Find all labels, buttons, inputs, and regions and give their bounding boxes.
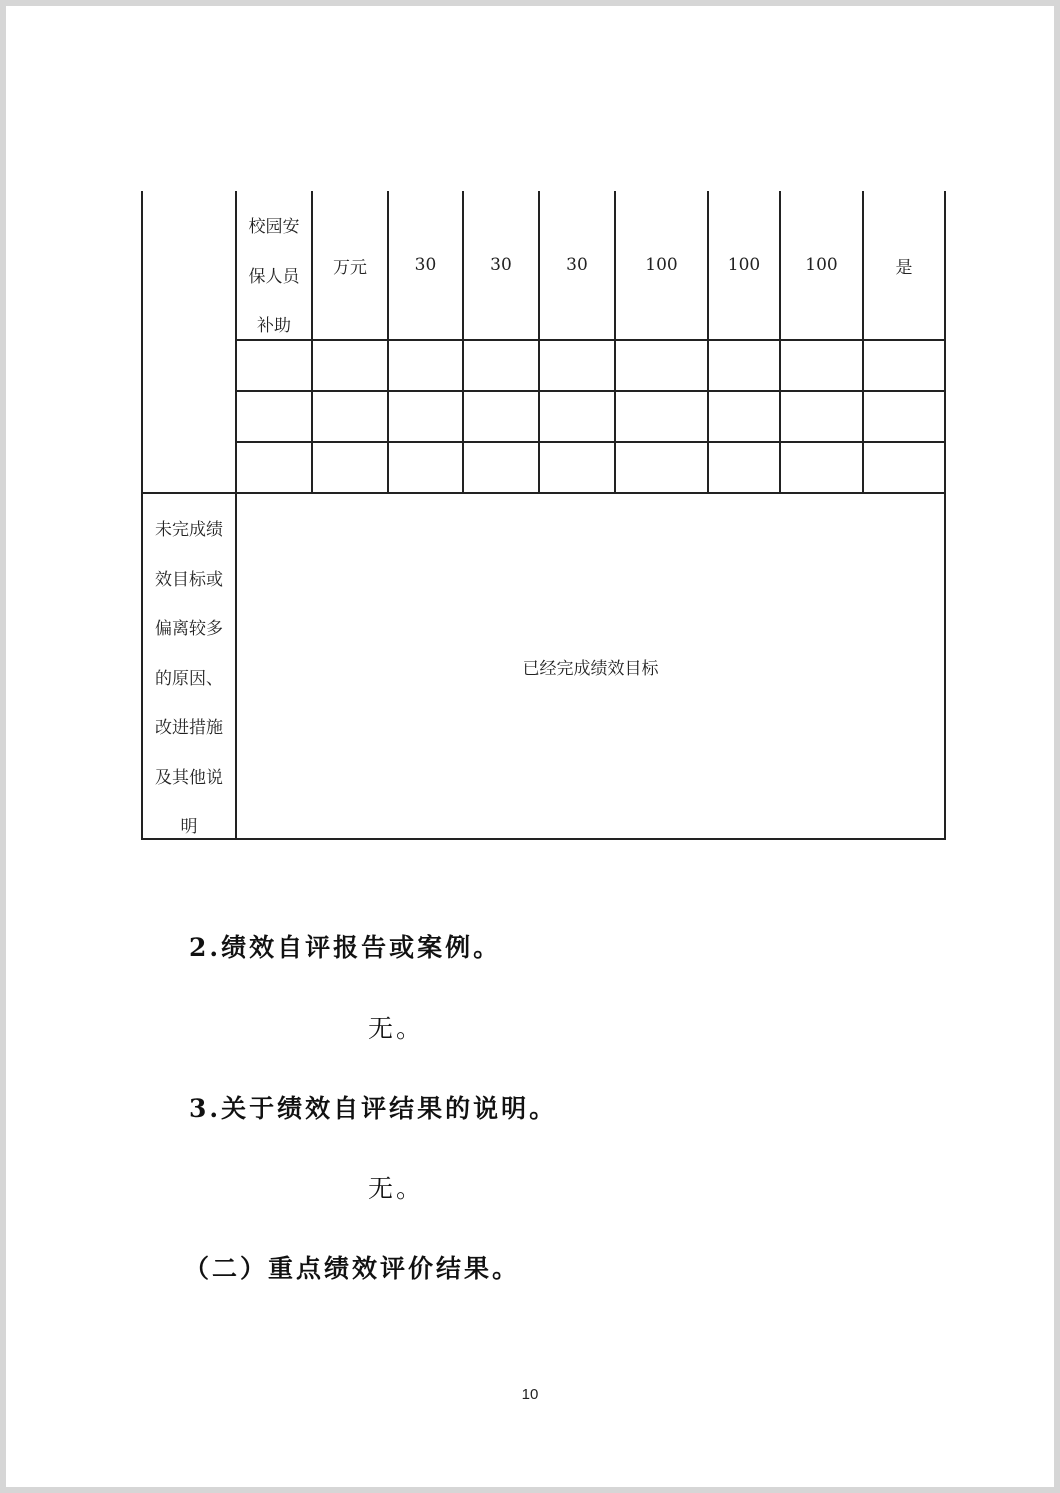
value-cell: 100 bbox=[727, 255, 761, 275]
section-heading-2: （二）重点绩效评价结果。 bbox=[184, 1254, 521, 1283]
value-cell: 100 bbox=[645, 255, 678, 275]
document-page bbox=[6, 6, 1054, 1487]
value-cell: 30 bbox=[490, 255, 512, 275]
value-cell: 是 bbox=[895, 257, 913, 278]
section-2-body: 无。 bbox=[368, 1014, 425, 1043]
remark-label-cell bbox=[143, 506, 235, 838]
page-number: 10 bbox=[521, 1386, 539, 1403]
value-cell: 30 bbox=[566, 255, 588, 275]
section-3-body: 无。 bbox=[368, 1174, 425, 1203]
row-label-line: 保人员 bbox=[248, 266, 300, 287]
remark-label-line: 偏离较多 bbox=[155, 619, 223, 639]
remark-label-line: 效目标或 bbox=[155, 569, 223, 590]
remark-label-line: 的原因、 bbox=[155, 668, 223, 689]
row-label-line: 校园安 bbox=[248, 217, 300, 237]
remark-label-line: 未完成绩 bbox=[155, 520, 223, 540]
value-cell: 30 bbox=[414, 255, 437, 275]
row-label-cell bbox=[237, 203, 311, 339]
remark-label-line: 明 bbox=[180, 817, 198, 837]
remark-label-line: 改进措施 bbox=[155, 718, 223, 738]
value-cell: 100 bbox=[805, 255, 838, 275]
section-2-title: 2.绩效自评报告或案例。 bbox=[189, 933, 502, 962]
remark-label-line: 及其他说 bbox=[155, 767, 223, 788]
row-label-line: 补助 bbox=[257, 316, 291, 336]
performance-table bbox=[6, 6, 1054, 906]
section-3-title: 3.关于绩效自评结果的说明。 bbox=[189, 1094, 558, 1123]
remark-text-cell: 已经完成绩效目标 bbox=[522, 658, 659, 679]
unit-cell: 万元 bbox=[333, 257, 367, 278]
